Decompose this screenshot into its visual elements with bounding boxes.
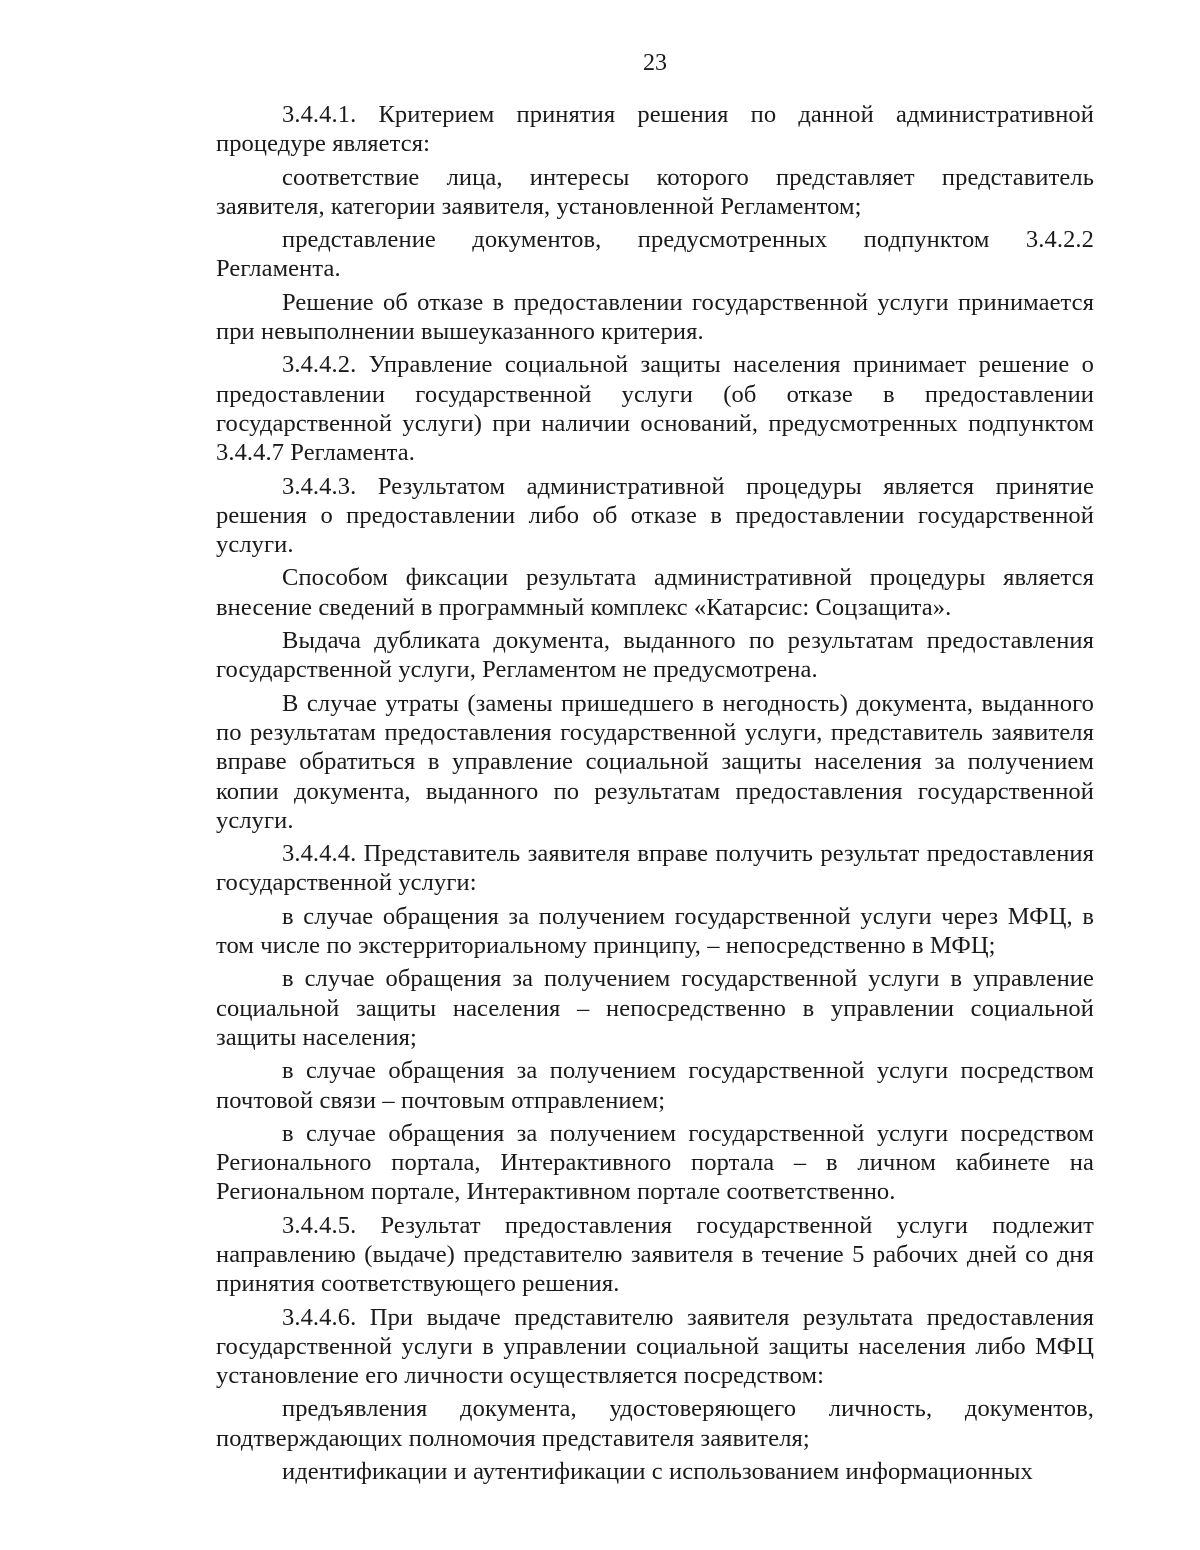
paragraph-via-post: в случае обращения за получением государственной услуги посредством почтовой связи – почтовым отправлением; [216, 1057, 1094, 1114]
page-number: 23 [643, 50, 667, 76]
paragraph-via-mfc: в случае обращения за получением государственной услуги через МФЦ, в том числе по экстерриториальному принципу, – непосредственно в МФЦ; [216, 902, 1094, 960]
paragraph-identity-document: предъявления документа, удостоверяющего личность, документов, подтверждающих полномочия представителя заявителя; [216, 1395, 1094, 1452]
paragraph-criterion-documents: представление документов, предусмотренных подпунктом 3.4.2.2 Регламента. [216, 226, 1094, 283]
paragraph-criterion-compliance: соответствие лица, интересы которого представляет представитель заявителя, категории заявителя, установленной Регламентом; [216, 163, 1094, 220]
paragraph-identification: идентификации и аутентификации с использованием информационных [282, 1458, 1033, 1486]
paragraph-via-portal: в случае обращения за получением государственной услуги посредством Регионального портала, Интерактивного портала – в личном кабинете на Региональном портале, Интерактивном портале соответственно. [216, 1119, 1094, 1206]
paragraph-3-4-4-2: 3.4.4.2. Управление социальной защиты населения принимает решение о предоставлении государственной услуги (об отказе в предоставлении государственной услуги) при наличии оснований, предусмотренных подпунктом 3.4.4.7 Регламента. [216, 351, 1094, 467]
paragraph-duplicate: Выдача дубликата документа, выданного по результатам предоставления государственной услуги, Регламентом не предусмотрена. [216, 627, 1094, 684]
paragraph-3-4-4-3: 3.4.4.3. Результатом административной процедуры является принятие решения о предоставлении либо об отказе в предоставлении государственной услуги. [216, 472, 1094, 559]
paragraph-refusal-decision: Решение об отказе в предоставлении государственной услуги принимается при невыполнении вышеуказанного критерия. [216, 288, 1094, 346]
paragraph-document-loss: В случае утраты (замены пришедшего в негодность) документа, выданного по результатам предоставления государственной услуги, представитель заявителя вправе обратиться в управление социальной защиты населения за получением копии документа, выданного по результатам предоставления государственной услуги. [216, 689, 1094, 834]
paragraph-via-social-protection: в случае обращения за получением государственной услуги в управление социальной защиты населения – непосредственно в управлении социальной защиты населения; [216, 965, 1094, 1051]
paragraph-3-4-4-5: 3.4.4.5. Результат предоставления государственной услуги подлежит направлению (выдаче) представителю заявителя в течение 5 рабочих дней со дня принятия соответствующего решения. [216, 1211, 1094, 1298]
paragraph-3-4-4-6: 3.4.4.6. При выдаче представителю заявителя результата предоставления государственной услуги в управлении социальной защиты населения либо МФЦ установление его личности осуществляется посредством: [216, 1303, 1094, 1390]
paragraph-result-fixation: Способом фиксации результата административной процедуры является внесение сведений в программный комплекс «Катарсис: Соцзащита». [216, 564, 1094, 621]
paragraph-3-4-4-1: 3.4.4.1. Критерием принятия решения по данной административной процедуре является: [216, 101, 1094, 158]
document-body [216, 100, 1094, 1490]
paragraph-3-4-4-4: 3.4.4.4. Представитель заявителя вправе получить результат предоставления государственной услуги: [216, 840, 1094, 897]
